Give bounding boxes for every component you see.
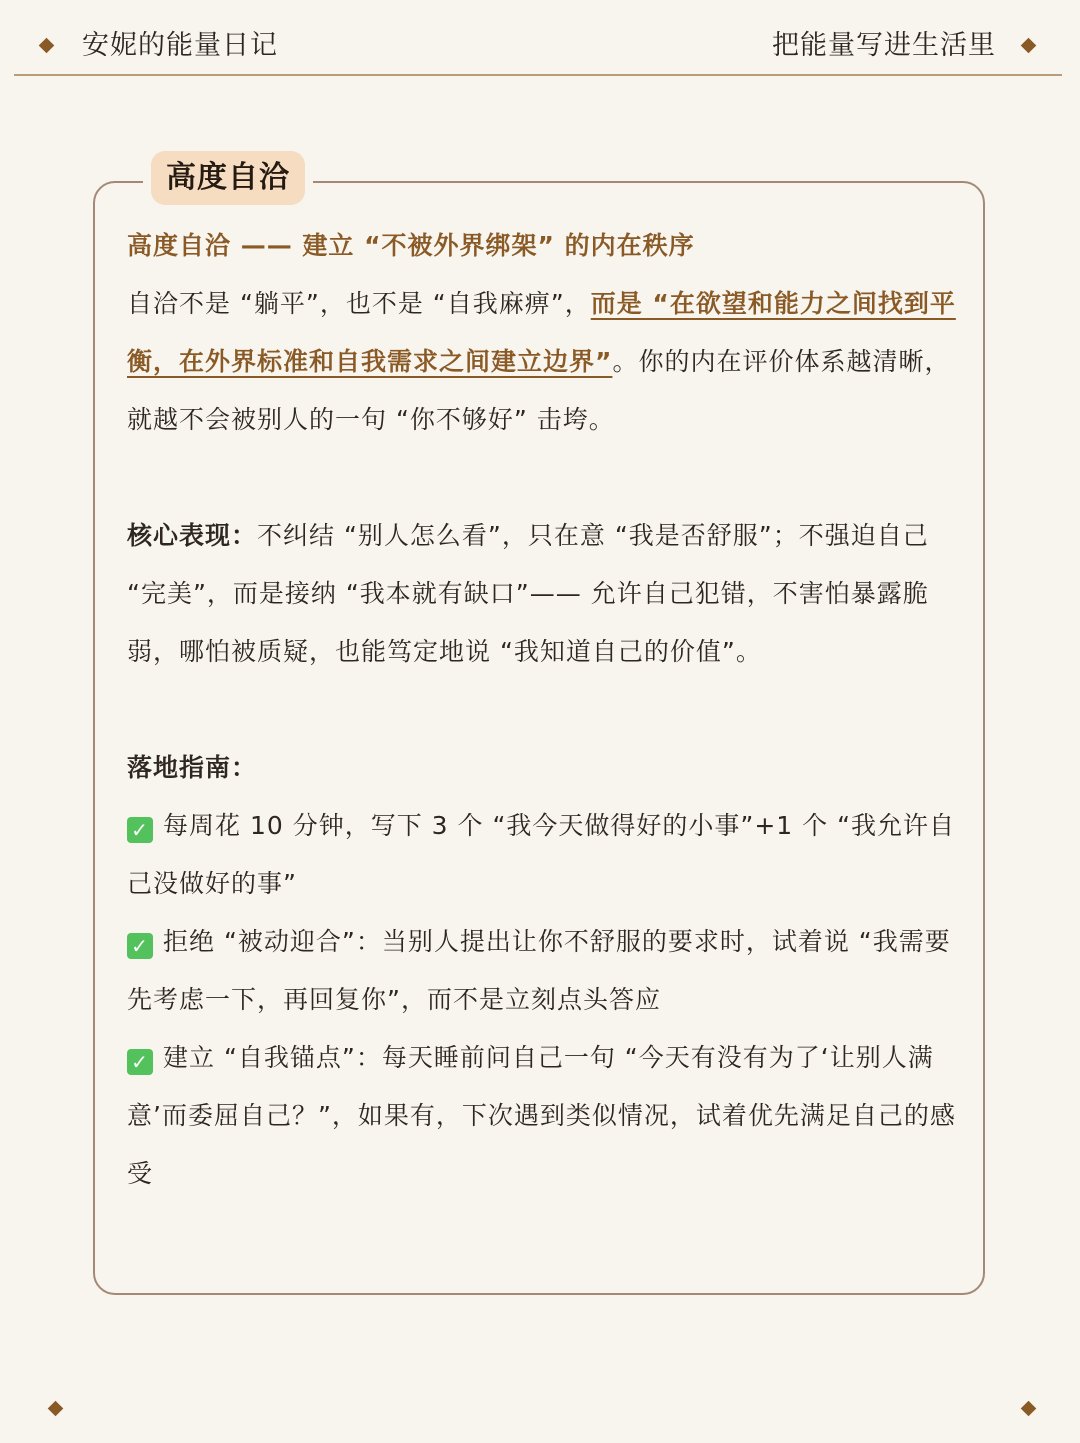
core-text: 不纠结 “别人怎么看”，只在意 “我是否舒服”；不强迫自己 “完美”，而是接纳 “我本就有缺口”—— 允许自己犯错，不害怕暴露脆弱，哪怕被质疑，也能笃定地说 “我知道自己的价值”。 bbox=[127, 521, 929, 666]
page-header bbox=[0, 0, 1080, 76]
diamond-icon bbox=[48, 1401, 64, 1417]
intro-text-after: 。你的内在评价体系越清晰，就越不会被别人的一句 “你不够好” 击垮。 bbox=[127, 347, 951, 434]
intro-highlight: 而是 “在欲望和能力之间找到平衡，在外界标准和自我需求之间建立边界” bbox=[127, 289, 956, 376]
diamond-icon bbox=[39, 38, 55, 54]
guide-item-text: 拒绝 “被动迎合”：当别人提出让你不舒服的要求时，试着说 “我需要先考虑一下，再回复你”，而不是立刻点头答应 bbox=[127, 927, 951, 1014]
check-mark-icon: ✓ bbox=[127, 1049, 153, 1075]
core-label: 核心表现： bbox=[127, 521, 258, 550]
intro-text-before: 自洽不是 “躺平”，也不是 “自我麻痹”， bbox=[127, 289, 591, 318]
guide-label: 落地指南： bbox=[127, 753, 258, 782]
core-paragraph bbox=[127, 507, 957, 681]
card-content bbox=[127, 217, 957, 1203]
guide-item bbox=[127, 913, 957, 1029]
header-divider bbox=[14, 74, 1062, 76]
guide-item-text: 建立 “自我锚点”：每天睡前问自己一句 “今天有没有为了‘让别人满意’而委屈自己？”，如果有，下次遇到类似情况，试着优先满足自己的感受 bbox=[127, 1043, 956, 1188]
intro-paragraph bbox=[127, 275, 957, 449]
section-subtitle: 高度自洽 —— 建立 “不被外界绑架” 的内在秩序 bbox=[127, 231, 695, 260]
diamond-icon bbox=[1021, 1401, 1037, 1417]
diamond-icon bbox=[1021, 38, 1037, 54]
guide-item-text: 每周花 10 分钟，写下 3 个 “我今天做得好的小事”+1 个 “我允许自己没做好的事” bbox=[127, 811, 956, 898]
check-mark-icon: ✓ bbox=[127, 933, 153, 959]
check-mark-icon: ✓ bbox=[127, 817, 153, 843]
guide-item bbox=[127, 1029, 957, 1203]
spacer bbox=[127, 681, 957, 739]
guide-item bbox=[127, 797, 957, 913]
blog-title: 安妮的能量日记 bbox=[82, 30, 278, 61]
section-tag: 高度自洽 bbox=[151, 151, 305, 205]
blog-slogan: 把能量写进生活里 bbox=[772, 30, 996, 61]
spacer bbox=[127, 449, 957, 507]
